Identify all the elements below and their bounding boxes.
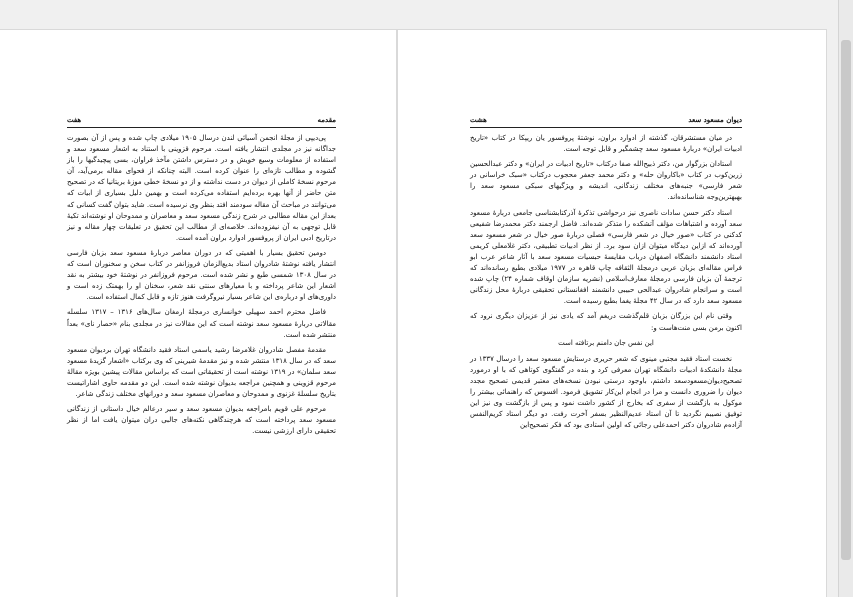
running-header [67, 115, 336, 128]
paragraph: وقتی نام این بزرگان بزبان قلم‌گذشت دریغم آمد که یادی نیز از عزیزان دیگری نرود که اکنون برمن بسی منت‌هاست و: [470, 312, 742, 332]
paragraph: فاضل محترم احمد سهیلی خوانساری درمجلهٔ ارمغان سال‌های ۱۳۱۶ – ۱۳۱۷ سلسله مقالاتی دربارهٔ مسعود سعد نوشته است که این مقالات نیز در مجلدی بنام «حصار نای» بعداً منتشر شده است. [67, 308, 336, 339]
paragraph: استادان بزرگوار من، دکتر ذبیح‌الله صفا درکتاب «تاریخ ادبیات در ایران» و دکتر عبدالحسین زرین‌کوب در کتاب «باکاروان حله» و دکتر محمد جعفر محجوب درکتاب «سبک خراسانی در شعر فارسی» جنبه‌های مختلف زندگانی، اندیشه و ویژگیهای سبکی مسعود سعد را بهبهترین‌وجه شناسانده‌اند. [470, 160, 742, 202]
page-number: هشت [470, 115, 487, 124]
running-header [470, 115, 742, 128]
vertical-scrollbar[interactable] [838, 0, 853, 597]
section-title: مقدمه [317, 115, 336, 124]
verse-line: این نفس جان دامنم برتافته است [558, 338, 654, 347]
paragraph: مقدمهٔ مفصل شادروان غلامرضا رشید یاسمی استاد فقید دانشگاه تهران بردیوان مسعود سعد که در سال ۱۳۱۸ منتشر شده و نیز مقدمهٔ شیرینی که وی برکتاب «اشعار گزیدهٔ مسعود سعد سلمان» در ۱۳۱۹ نوشته است از تحقیقاتی است که براساس مقالات پیشین بویژه مقالهٔ مرحوم قزوینی و همچنین مراجعه بدیوان نوشته شده است. این دو مقدمه حاوی اشاراتیست بتاریخ سلسلهٔ غزنوی و ممدوحان و معاصران مسعود سعد و دورانهای مختلف زندگی شاعر. [67, 345, 336, 399]
paragraph: در میان مستشرقان، گذشته از ادوارد براون، نوشتهٔ پروفسور یان ریپکا در کتاب «تاریخ ادبیات ایران» دربارهٔ مسعود سعد چشمگیر و قابل توجه است. [470, 134, 742, 154]
paragraph: پی‌دیپی از مجلهٔ انجمن آسیائی لندن درسال ۱۹۰۵ میلادی چاپ شده و پس از آن بصورت جداگانه نیز در مجلدی انتشار یافته است. مرحوم قزوینی با استناد به اشعار مسعود سعد و استفاده از معلومات وسیع خویش و در دسترس داشتن مآخذ فراوان، بسی پیچیدگیها را باز گشوده و مطالب تازه‌ای را عنوان کرده است. البته چنانکه از فحوای مقاله برمی‌آید، آن مرحوم نسخهٔ کاملی از دیوان در دست نداشته و از دو نسخهٔ خطی موزهٔ بریتانیا که در تصحیح متن حاضر از آنها بهره برده‌ایم استفاده می‌کرده است و بهمین دلیل بسیاری از ابیات که می‌توانند در مباحث آن مقاله سودمند افتد بنظر وی نرسیده است. شاید بتوان گفت کسانی که بعداز این مقاله مطالبی در شرح زندگی مسعود سعد و معاصران و ممدوحان او نوشته‌اند تکیهٔ قابل توجهی به آن نیفزوده‌اند. خلاصه‌ای از مطالب این تحقیق در تعلیقات چهار مقاله و نیز درتاریخ ادبی ایران از پروفسور ادوارد براون آمده است. [67, 134, 336, 242]
scrollbar-thumb[interactable] [841, 40, 851, 560]
paragraph: مرحوم علی قویم بامراجعه بدیوان مسعود سعد و سیر درعالم خیال داستانی از زندگانی مسعود سعد پرداخته است که هرچندگاهی نکته‌های جالبی دران میتوان یافت اما از نظر تحقیقی دارای ارزشی نیست. [67, 405, 336, 436]
body-text [470, 133, 742, 435]
paragraph: دومین تحقیق بسیار با اهمیتی که در دوران معاصر دربارهٔ مسعود سعد بزبان فارسی انتشار یافته نوشتهٔ شادروان استاد بدیع‌الزمان فروزانفر در کتاب سخن و سخنوران است که در سال ۱۳۰۸ شمسی طبع و نشر شده است. مرحوم فروزانفر در نوشتهٔ خود بیشتر به نقد اشعار این شاعر پرداخته و با معیارهای سنتی نقد شعر، سخنان او را بهمتک زده است و داوری‌های او درباره‌ی این شاعر بسیار نیروگرفت هنوز تازه و قابل کمال استفاده است. [67, 248, 336, 302]
body-text [67, 133, 336, 441]
page-number: هفت [67, 115, 82, 124]
book-title: دیوان مسعود سعد [688, 115, 742, 124]
page-left [0, 30, 396, 597]
paragraph: استاد دکتر حسن سادات ناصری نیز درحواشی تذکرهٔ آذرکتابشناسی جامعی دربارهٔ مسعود سعد آورده و اشتباهات مؤلف آتشکده را متذکر شده‌اند. فاضل ارجمند دکتر محمدرضا شفیعی کدکنی در کتاب «صور خیال در شعر فارسی» فصلی دربارهٔ صور خیال در شعر مسعود سعد آورده‌اند که ازاین دیدگاه میتوان ازان سود برد. از نظر ادبیات تطبیقی، دکتر غلامعلی کریمی استاد دانشمند دانشگاه اصفهان درباب مقایسهٔ حبسیات مسعود سعد با آثار شاعر عرب ابو فراس مقاله‌ای بزبان عربی درمجلهٔ الثقافه چاپ قاهره در ۱۹۷۷ میلادی بطبع رسانده‌اند که ترجمهٔ آن بزبان فارسی درمجلهٔ معارف‌اسلامی (نشریه سازمان اوقاف شماره ۲۴) چاپ شده است و سرانجام شادروان عبدالحی حبیبی دانشمند افغانستانی تحقیقی دربارهٔ محل زندگانی مسعود سعد دارد که در سال ۴۲ مجلهٔ یغما بطبع رسیده است. [470, 208, 742, 306]
paragraph: نخست استاد فقید مجتبی مینوی که شعر حریری درستایش مسعود سعد را درسال ۱۳۳۷ در مجلهٔ دانشکدهٔ ادبیات دانشگاه تهران معرفی کرد و بنده در گفتگوی کوتاهی که با او درمورد تصحیح‌دیوان‌مسعودسعد داشتم، باوجود درستی نبودن نسخه‌های معتبر قدیمی تصحیح مجدد دیوان را ضروری دانست و مرا در انجام این‌کار تشویق فرمود. افسوس که راهنمائی بیشتر را موکول به بازگشت از سفری که بخارج از کشور داشت نمود و پس از بازگشت وی نیز این توفیق نصیبم نگردید تا آن استاد عدیم‌النظیر بسفر آخرت رفت. دو دیگر استاد کریم‌النفس آزاده‌م شادروان دکتر احمدعلی رجائی که اولین استادی بود که فکر تصحیح‌این [470, 354, 742, 430]
page-right [398, 30, 826, 597]
